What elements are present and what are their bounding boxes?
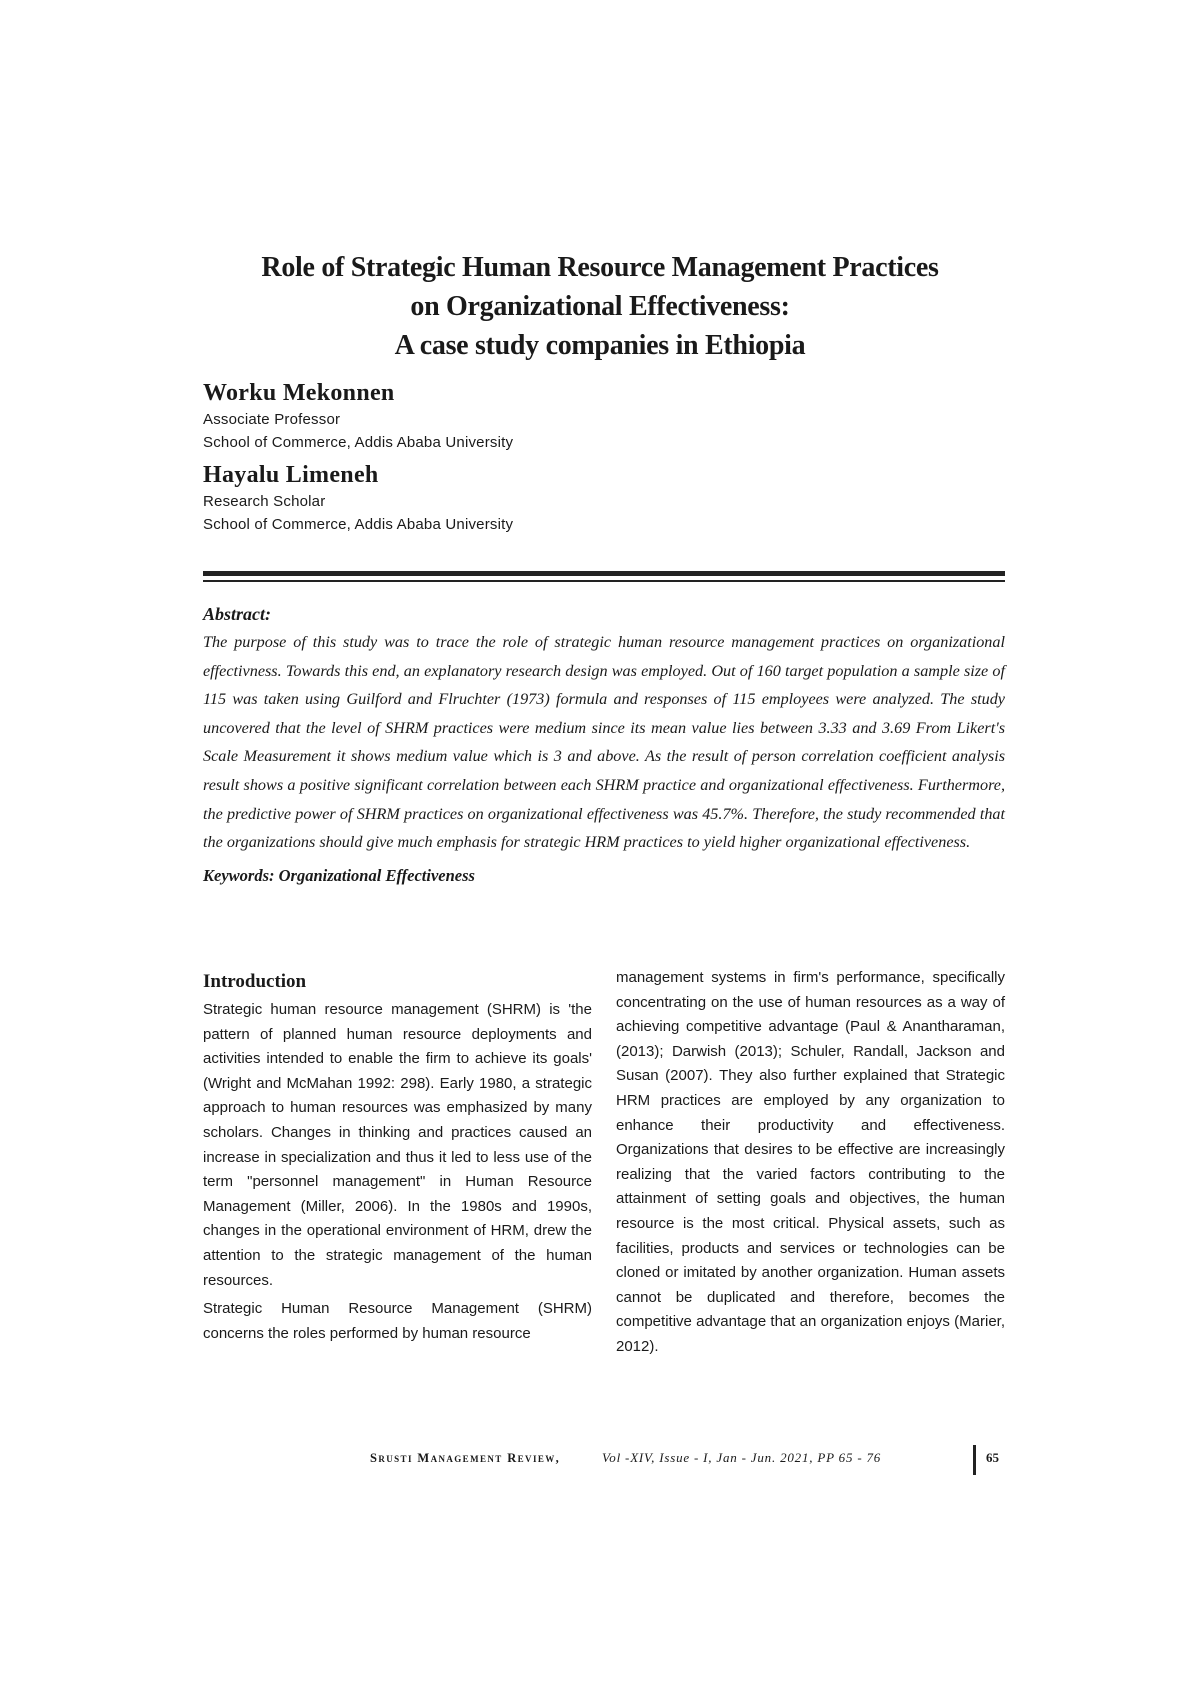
footer-separator xyxy=(973,1445,976,1475)
abstract-body: The purpose of this study was to trace the role of strategic human resource management practices on organizational effectivness. Towards this end, an explanatory research design was employed. Out of 160 target population a sample size of 115 was taken using Guilford and Flruchter (1973) formula and responses of 115 employees were analyzed. The study uncovered that the level of SHRM practices were medium since its mean value lies between 3.33 and 3.69 From Likert's Scale Measurement it shows medium value which is 3 and above. As the result of person correlation coefficient analysis result shows a positive significant correlation between each SHRM practice and organizational effectiveness. Furthermore, the predictive power of SHRM practices on organizational effectiveness was 45.7%. Therefore, the study recommended that the organizations should give much emphasis for strategic HRM practices to yield higher organizational effectiveness. xyxy=(203,633,1005,852)
author-affiliation: School of Commerce, Addis Ababa University xyxy=(203,516,514,533)
body-paragraph: Strategic human resource management (SHRM) is 'the pattern of planned human resource deployments and activities intended to enable the firm to achieve its goals' (Wright and McMahan 1992: 298). Early 1980, a strategic approach to human resources was emphasized by many scholars. Changes in thinking and practices caused an increase in specialization and thus it led to less use of the term "personnel management" in Human Resource Management (Miller, 2006). In the 1980s and 1990s, changes in the operational environment of HRM, drew the attention to the strategic management of the human resources. xyxy=(203,1001,592,1289)
page-footer xyxy=(370,1447,1010,1473)
section-heading-introduction: Introduction xyxy=(203,971,307,992)
author-name: Worku Mekonnen xyxy=(203,380,395,406)
title-line-3: A case study companies in Ethiopia xyxy=(394,330,806,361)
footer-journal-name: Srusti Management Review, xyxy=(370,1451,561,1465)
author-affiliation: School of Commerce, Addis Ababa University xyxy=(203,434,514,451)
author-position: Research Scholar xyxy=(203,493,326,510)
keywords-label: Keywords: xyxy=(203,865,275,885)
body-paragraph: Strategic Human Resource Management (SHRM) concerns the roles performed by human resource xyxy=(203,1300,592,1342)
title-line-2: on Organizational Effectiveness: xyxy=(410,291,790,322)
author-position: Associate Professor xyxy=(203,411,341,428)
author-2 xyxy=(203,460,1003,536)
author-list xyxy=(203,378,1003,536)
body-paragraph: management systems in firm's performance, specifically concentrating on the use of human resources as a way of achieving competitive advantage (Paul & Anantharaman, (2013); Darwish (2013); Schuler, Randall, Jackson and Susan (2007). They also further explained that Strategic HRM practices are employed by any organization to enhance their productivity and effectiveness. Organizations that desires to be effective are increasingly realizing that the varied factors contributing to the attainment of setting goals and objectives, the human resource is the most critical. Physical assets, such as facilities, products and services or technologies can be cloned or imitated by another organization. Human assets cannot be duplicated and therefore, becomes the competitive advantage that an organization enjoys (Marier, 2012). xyxy=(616,969,1005,1355)
header-divider-thin xyxy=(203,580,1005,582)
author-name: Hayalu Limeneh xyxy=(203,462,379,488)
body-column-right xyxy=(616,966,1005,1360)
paper-title xyxy=(150,248,1050,365)
body-column-left xyxy=(203,968,592,1346)
keywords-value: Organizational Effectiveness xyxy=(278,865,475,885)
page-number: 65 xyxy=(986,1450,999,1465)
keywords-line xyxy=(203,863,1005,889)
header-divider-thick xyxy=(203,571,1005,576)
author-1 xyxy=(203,378,1003,454)
footer-citation: Vol -XIV, Issue - I, Jan - Jun. 2021, PP 65 - 76 xyxy=(602,1450,882,1465)
abstract-section xyxy=(203,600,1005,889)
title-line-1: Role of Strategic Human Resource Management Practices xyxy=(261,252,939,283)
abstract-heading: Abstract: xyxy=(203,604,272,624)
